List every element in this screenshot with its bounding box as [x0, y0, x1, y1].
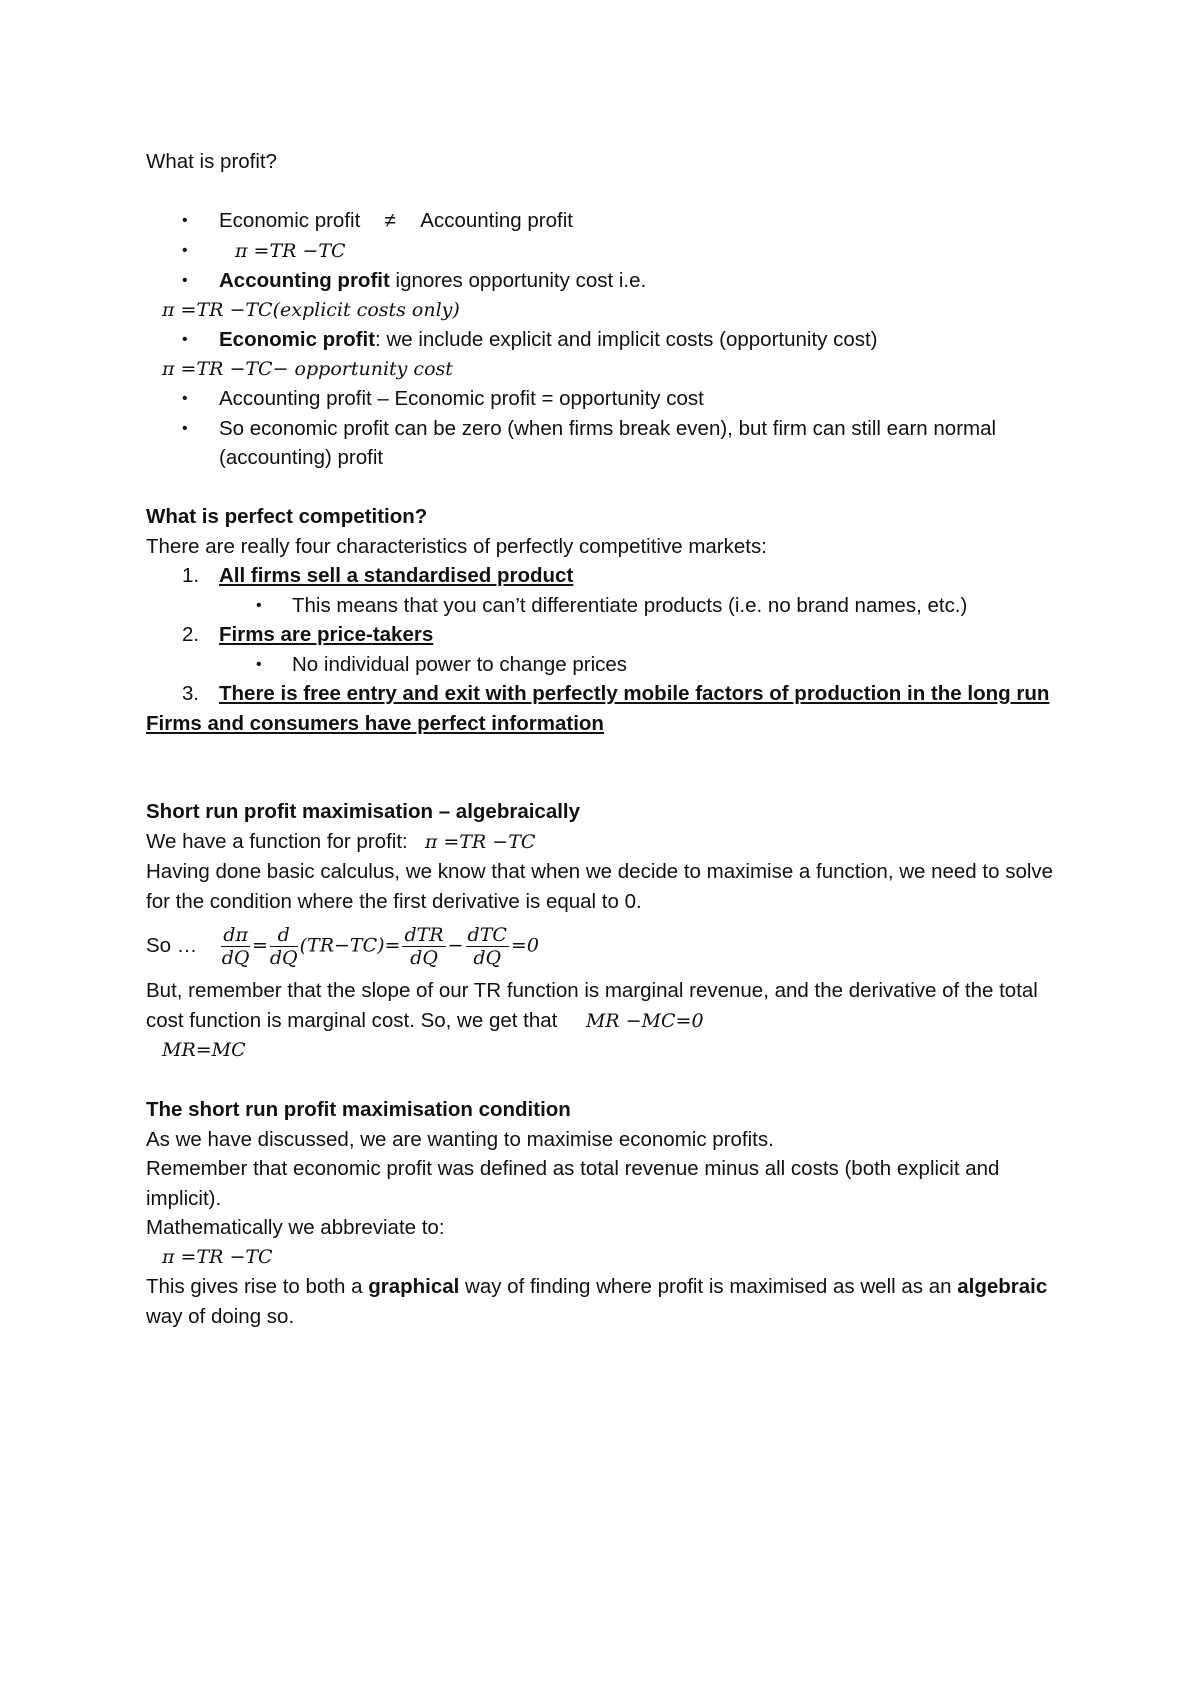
- profit-bullets: [146, 206, 1066, 296]
- list-item-text: Firms are price-takers: [219, 623, 434, 646]
- paragraph: There are really four characteristics of perfectly competitive markets:: [146, 534, 767, 558]
- mr-equals-mc-formula: MR=MC: [162, 1039, 246, 1061]
- paragraph: [146, 1272, 1066, 1331]
- list-item: [146, 325, 1066, 355]
- list-item: • Accounting profit – Economic profit = opportunity cost: [146, 384, 1066, 414]
- heading-short-run-algebraic: Short run profit maximisation – algebraically: [146, 800, 581, 823]
- denominator: dQ: [269, 946, 298, 969]
- list-item: [146, 266, 1066, 296]
- numerator: dTC: [467, 923, 507, 946]
- paragraph-text: This gives rise to both a: [146, 1275, 369, 1298]
- paragraph-text: way of finding where profit is maximised as well as an: [459, 1275, 958, 1298]
- paragraph-text: But, remember that the slope of our TR function is marginal revenue, and the derivative of the total cost function is marginal cost. So, we get that: [146, 979, 1038, 1032]
- list-item: [146, 206, 1066, 236]
- accounting-profit-label: Accounting profit: [420, 209, 573, 232]
- list-item: [146, 679, 1066, 709]
- accounting-profit-formula: π =TR −TC(explicit costs only): [162, 298, 460, 321]
- paragraph: Having done basic calculus, we know that when we decide to maximise a function, we need to solve for the condition where the first derivative is equal to 0.: [146, 860, 1054, 913]
- sub-list-2: [146, 650, 1066, 680]
- economic-profit-formula: π =TR −TC− opportunity cost: [162, 357, 453, 380]
- fraction: [221, 924, 250, 969]
- so-label: So …: [146, 934, 198, 958]
- profit-formula: π =TR −TC: [162, 1245, 273, 1268]
- numerator: dπ: [223, 923, 248, 946]
- profit-formula: π =TR −TC: [424, 830, 536, 853]
- sub-list: [146, 591, 1066, 621]
- heading-perfect-competition: What is perfect competition?: [146, 505, 428, 528]
- characteristics-list-3: [146, 679, 1066, 709]
- paragraph-text: way of doing so.: [146, 1304, 295, 1328]
- list-item-text: All firms sell a standardised product: [219, 564, 574, 587]
- fraction: [402, 924, 445, 969]
- characteristics-list: [146, 561, 1066, 591]
- list-item: • This means that you can’t differentiate products (i.e. no brand names, etc.): [146, 591, 1066, 621]
- list-item-text: : we include explicit and implicit costs (opportunity cost): [375, 328, 878, 351]
- list-item-text: There is free entry and exit with perfectly mobile factors of production in the long run: [219, 682, 1050, 705]
- list-item: • No individual power to change prices: [146, 650, 1066, 680]
- denominator: dQ: [410, 946, 438, 969]
- list-item-text: ignores opportunity cost i.e.: [389, 269, 647, 292]
- bold-term: Accounting profit: [219, 269, 390, 292]
- list-item: [146, 561, 1066, 591]
- derivative-expression: $\frac{d\pi}{dQ}$ = $\frac{d}{dQ}$ (TR−TC)= $\frac{\text{dTR}}{dQ}$ − $\frac{\text{dTC}}{dQ}$ =0: [221, 923, 539, 969]
- profit-bullets-2: [146, 325, 1066, 355]
- bold-term: algebraic: [957, 1275, 1048, 1298]
- list-number: 2.: [182, 623, 200, 646]
- list-item-text: Firms and consumers have perfect information: [146, 711, 604, 735]
- list-number: 3.: [182, 682, 200, 705]
- document-body: [146, 147, 1066, 1331]
- profit-formula: π =TR −TC: [235, 239, 346, 262]
- derivative-equation: [146, 916, 1066, 976]
- economic-profit-label: Economic profit: [219, 209, 361, 232]
- numerator: d: [270, 924, 298, 947]
- equals-zero: =0: [510, 934, 539, 956]
- numerator: dTR: [404, 923, 444, 946]
- heading-profit-max-condition: The short run profit maximisation condition: [146, 1098, 571, 1121]
- paragraph: As we have discussed, we are wanting to maximise economic profits.: [146, 1127, 774, 1151]
- tr-minus-tc: (TR−TC): [299, 934, 385, 956]
- fraction: [270, 924, 298, 969]
- paragraph: Mathematically we abbreviate to:: [146, 1216, 445, 1239]
- bold-term: Economic profit: [219, 328, 376, 351]
- fraction: [466, 924, 509, 969]
- list-item: [146, 236, 1066, 267]
- paragraph-text: We have a function for profit:: [146, 829, 408, 853]
- profit-bullets-3: [146, 384, 1066, 473]
- heading-what-is-profit: What is profit?: [146, 150, 278, 173]
- mr-minus-mc-formula: MR −MC=0: [585, 1009, 704, 1032]
- list-item: [146, 620, 1066, 650]
- denominator: dQ: [221, 946, 250, 969]
- bold-term: graphical: [368, 1275, 460, 1298]
- paragraph: [146, 827, 1066, 858]
- denominator: dQ: [473, 946, 502, 969]
- characteristics-list-2: [146, 620, 1066, 650]
- list-item: • So economic profit can be zero (when firms break even), but firm can still earn normal (accounting) profit: [146, 414, 1066, 473]
- paragraph: [146, 976, 1066, 1036]
- list-number: 1.: [182, 564, 200, 587]
- not-equal-symbol: ≠: [384, 209, 396, 232]
- paragraph: Remember that economic profit was defined as total revenue minus all costs (both explicit and implicit).: [146, 1157, 1000, 1210]
